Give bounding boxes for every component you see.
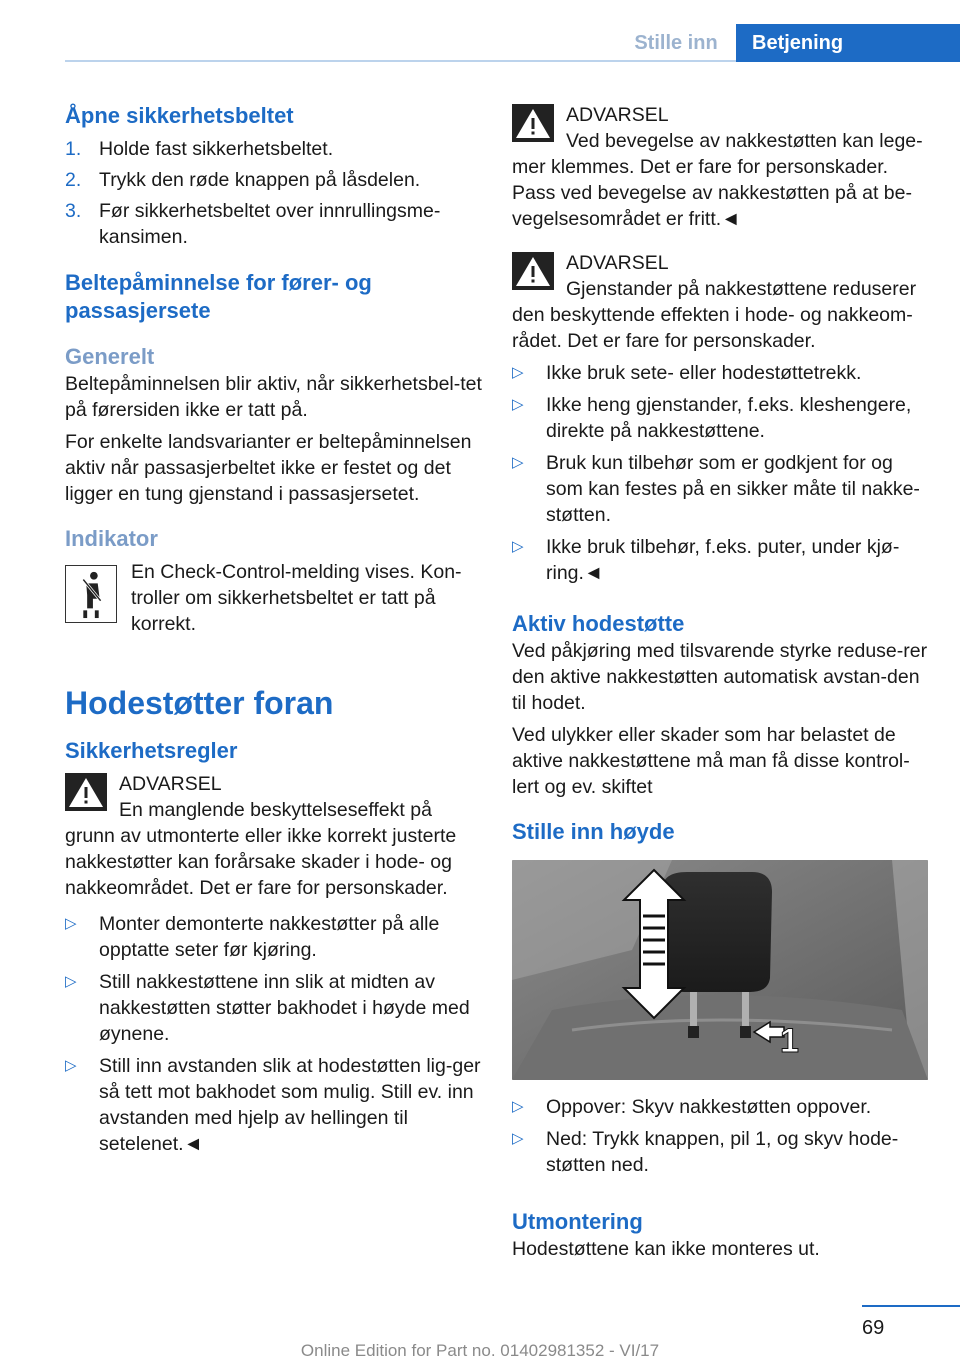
chapter-title: Hodestøtter foran [65, 685, 334, 721]
bullet-text: Bruk kun tilbehør som er godkjent for og som kan festes på en sikker måte til nakke-støtten. [546, 452, 920, 526]
triangle-bullet-icon: ▷ [512, 454, 524, 471]
step-text: Før sikkerhetsbeltet over innrullingsme-kansimen. [99, 200, 441, 248]
warning-text: En manglende beskyttelseseffekt på grunn av utmonterte eller ikke korrekt justerte nakkestøtter kan forårsake skader i hode- og nakkeområdet. Det er fare for personskader. [65, 799, 457, 899]
safety-bullets [65, 911, 483, 1157]
bullet-text: Still inn avstanden slik at hodestøtten lig-ger så tett mot bakhodet som mulig. Still ev. inn avstanden med hjelp av hellingen til setelenet.◄ [99, 1055, 481, 1155]
warning-triangle-icon [512, 104, 554, 142]
section-title-active-headrest: Aktiv hodestøtte [512, 611, 685, 636]
footer-rule [862, 1305, 960, 1307]
page-number: 69 [862, 1317, 885, 1339]
headrest-photo [512, 860, 928, 1080]
triangle-bullet-icon: ▷ [65, 1057, 77, 1074]
list-item [65, 969, 483, 1047]
triangle-bullet-icon: ▷ [512, 396, 524, 413]
figure-callout: 1 [780, 1022, 799, 1060]
step-number: 1. [65, 138, 82, 160]
paragraph: Beltepåminnelsen blir aktiv, når sikkerhetsbel-tet på førersiden ikke er tatt på. [65, 373, 482, 421]
paragraph: Hodestøttene kan ikke monteres ut. [512, 1238, 820, 1260]
step-number: 3. [65, 200, 82, 222]
warning-triangle-icon [65, 773, 107, 811]
warning-triangle-icon [512, 252, 554, 290]
open-belt-steps [65, 136, 483, 250]
warning-label: ADVARSEL [566, 104, 669, 126]
warning-text: Gjenstander på nakkestøttene reduserer den beskyttende effekten i hode- og nakkeom-rådet. Det er fare for personskader. [512, 278, 917, 352]
step-text: Holde fast sikkerhetsbeltet. [99, 138, 334, 160]
list-item [512, 1094, 928, 1120]
bullet-text: Ikke bruk sete- eller hodestøttetrekk. [546, 362, 862, 384]
step-text: Trykk den røde knappen på låsdelen. [99, 169, 421, 191]
warning-text: Ved bevegelse av nakkestøtten kan lege-mer klemmes. Det er fare for personskader. Pass ved bevegelse av nakkestøtten på at be-vegelsesområdet er fritt.◄ [512, 130, 923, 230]
section-title-safety: Sikkerhetsregler [65, 738, 238, 763]
warning-label: ADVARSEL [566, 252, 669, 274]
warning-label: ADVARSEL [119, 773, 222, 795]
bullet-text: Ned: Trykk knappen, pil 1, og skyv hode-støtten ned. [546, 1128, 899, 1176]
bullet-text: Ikke heng gjenstander, f.eks. kleshengere, direkte på nakkestøttene. [546, 394, 912, 442]
list-item [65, 167, 483, 193]
bullet-text: Still nakkestøttene inn slik at midten av nakkestøtten støtter bakhodet i høyde med øynene. [99, 971, 470, 1045]
tab-section[interactable]: Stille inn [634, 32, 718, 54]
subheading-generelt: Generelt [65, 344, 155, 369]
tab-chapter[interactable]: Betjening [736, 24, 960, 62]
indicator-text: En Check-Control-melding vises. Kon-troller om sikkerhetsbeltet er tatt på korrekt. [131, 561, 462, 635]
list-item [512, 450, 928, 528]
section-title-removal: Utmontering [512, 1209, 643, 1234]
list-item [65, 1053, 483, 1157]
bullet-text: Oppover: Skyv nakkestøtten oppover. [546, 1096, 872, 1118]
paragraph: Ved ulykker eller skader som har belastet de aktive nakkestøttene må man få disse kontrol-lert og ev. skiftet [512, 724, 910, 798]
seatbelt-warning-icon [65, 565, 117, 623]
triangle-bullet-icon: ▷ [512, 1098, 524, 1115]
section-title-open-belt: Åpne sikkerhetsbeltet [65, 103, 294, 128]
section-title-adjust-height: Stille inn høyde [512, 819, 675, 844]
step-number: 2. [65, 169, 82, 191]
warning-box [512, 250, 928, 354]
right-column [512, 102, 928, 1262]
accessory-bullets [512, 360, 928, 586]
triangle-bullet-icon: ▷ [65, 973, 77, 990]
section-title-belt-reminder: Beltepåminnelse for fører- og passasjersete [65, 270, 372, 323]
warning-box [512, 102, 928, 232]
bullet-text: Ikke bruk tilbehør, f.eks. puter, under kjø-ring.◄ [546, 536, 900, 584]
bullet-text: Monter demonterte nakkestøtter på alle opptatte seter før kjøring. [99, 913, 440, 961]
triangle-bullet-icon: ▷ [512, 364, 524, 381]
list-item [65, 136, 483, 162]
height-bullets [512, 1094, 928, 1178]
list-item [512, 1126, 928, 1178]
edition-footer: Online Edition for Part no. 01402981352 - VI/17 [300, 1341, 660, 1360]
subheading-indikator: Indikator [65, 526, 158, 551]
triangle-bullet-icon: ▷ [512, 1130, 524, 1147]
warning-box [65, 771, 483, 901]
list-item [512, 360, 928, 386]
list-item [65, 911, 483, 963]
list-item [512, 392, 928, 444]
list-item [65, 198, 483, 250]
triangle-bullet-icon: ▷ [65, 915, 77, 932]
indicator-block [65, 559, 483, 637]
list-item [512, 534, 928, 586]
left-column [65, 102, 483, 1163]
paragraph: For enkelte landsvarianter er beltepåminnelsen aktiv når passasjerbeltet ikke er festet og det ligger en tung gjenstand i passasjersetet. [65, 431, 472, 505]
triangle-bullet-icon: ▷ [512, 538, 524, 555]
paragraph: Ved påkjøring med tilsvarende styrke reduse-rer den aktive nakkestøtten automatisk avstan-den til hodet. [512, 640, 928, 714]
